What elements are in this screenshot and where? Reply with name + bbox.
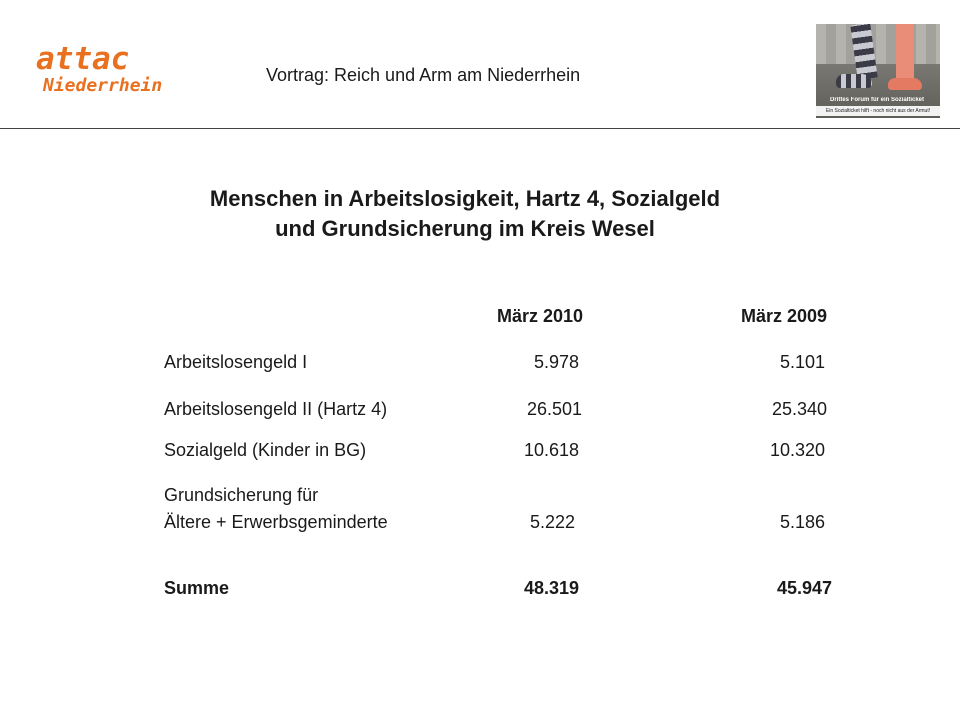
cell-grundsicherung-2009: 5.186 <box>779 512 825 532</box>
row-label-grundsicherung-line-2: Ältere + Erwerbsgeminderte <box>164 512 388 532</box>
row-label-sozialgeld: Sozialgeld (Kinder in BG) <box>164 440 367 460</box>
cell-sozialgeld-2010: 10.618 <box>523 440 579 460</box>
slide-title-line-1: Menschen in Arbeitslosigkeit, Hartz 4, Sozialgeld <box>209 186 721 211</box>
header-title: Vortrag: Reich und Arm am Niederrhein <box>266 65 581 85</box>
row-label-alg2: Arbeitslosengeld II (Hartz 4) <box>164 399 388 419</box>
cell-summe-2010: 48.319 <box>523 578 579 598</box>
column-header-2009: März 2009 <box>741 306 828 326</box>
column-header-2010: März 2010 <box>497 306 584 326</box>
striped-sock-foot <box>836 74 872 88</box>
cell-summe-2009: 45.947 <box>776 578 832 598</box>
row-label-summe: Summe <box>164 578 230 598</box>
photo-background <box>816 24 940 64</box>
cell-grundsicherung-2010: 5.222 <box>529 512 575 532</box>
logo-region: Niederrhein <box>43 75 163 96</box>
row-label-grundsicherung-line-1: Grundsicherung für <box>164 485 319 505</box>
bare-foot <box>888 78 922 90</box>
logo-brand: attac <box>36 41 130 77</box>
attac-logo <box>36 42 162 96</box>
photo-caption-top: Drittes Forum für ein Sozialticket <box>830 97 925 103</box>
bare-leg <box>896 24 914 82</box>
slide-title <box>100 184 830 244</box>
cell-alg1-2010: 5.978 <box>533 352 579 372</box>
header-photo <box>816 24 940 118</box>
cell-alg2-2010: 26.501 <box>526 399 582 419</box>
slide-title-line-2: und Grundsicherung im Kreis Wesel <box>275 216 655 241</box>
cell-sozialgeld-2009: 10.320 <box>769 440 825 460</box>
row-label-alg1: Arbeitslosengeld I <box>164 352 308 372</box>
cell-alg2-2009: 25.340 <box>771 399 827 419</box>
photo-caption-bottom: Ein Sozialticket hilft - noch nicht aus der Armut! <box>816 106 940 116</box>
header-divider <box>0 128 960 129</box>
cell-alg1-2009: 5.101 <box>779 352 825 372</box>
